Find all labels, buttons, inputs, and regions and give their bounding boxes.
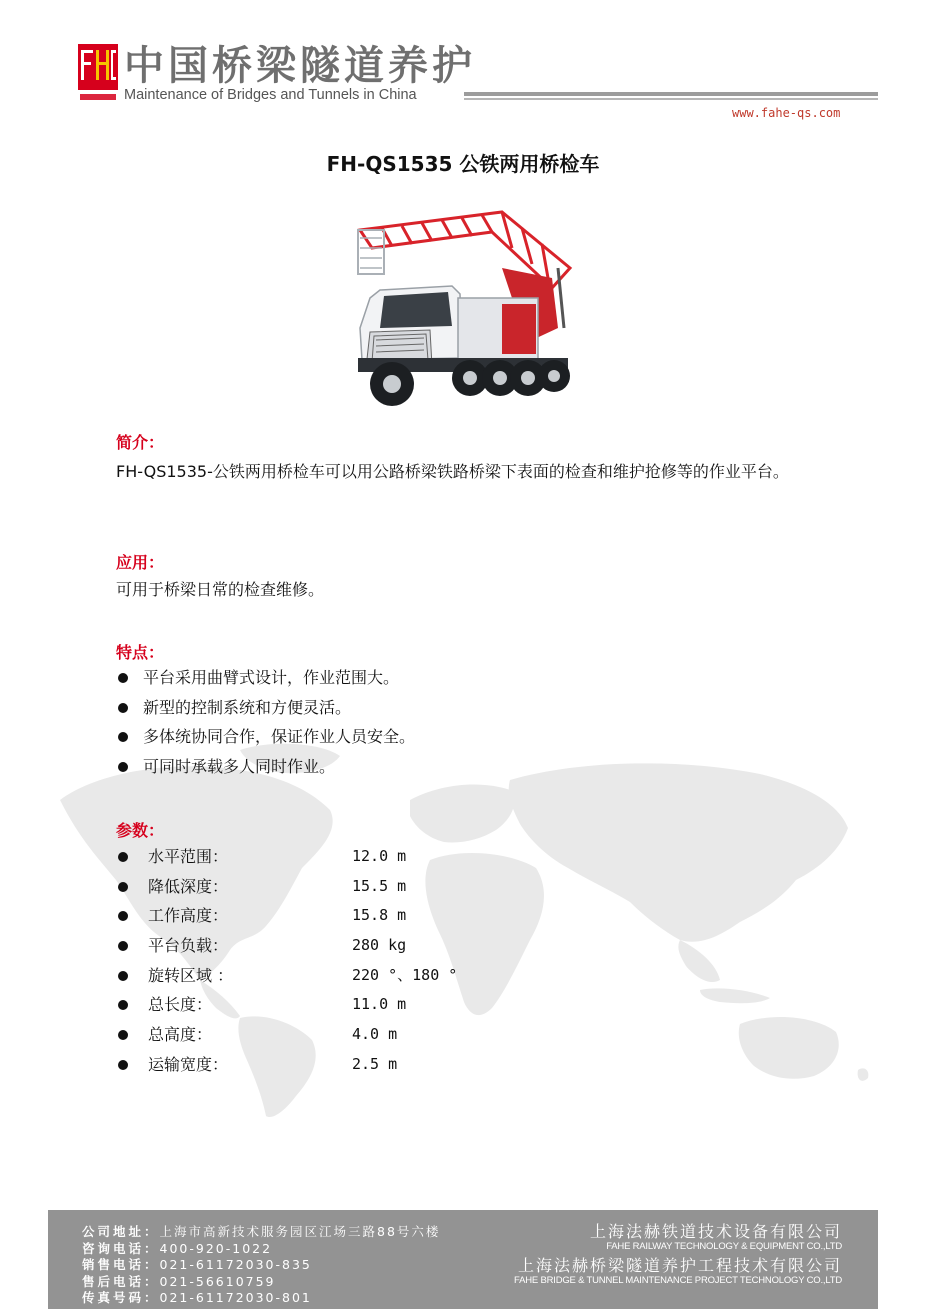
parameter-label: 总高度： [148, 1025, 213, 1045]
bullet-dot [118, 971, 128, 981]
intro-heading: 简介： [116, 433, 165, 452]
parameter-label: 平台负载： [148, 936, 229, 956]
parameter-label: 水平范围： [148, 847, 229, 866]
parameter-value: 15.8 m [352, 906, 407, 925]
parameters-heading: 参数： [116, 821, 165, 840]
contact-row: 咨询电话：400-920-1022 [82, 1240, 273, 1256]
parameter-value: 4.0 m [352, 1025, 398, 1044]
intro-text: FH-QS1535-公铁两用桥检车可以用公路桥梁铁路桥梁下表面的检查和维护抢修等的作业平台。 [116, 462, 789, 481]
website-link[interactable]: www.fahe-qs.com [732, 106, 841, 120]
brand-name-en: Maintenance of Bridges and Tunnels in China [124, 87, 417, 103]
footer-company-bridge: 上海法赫桥梁隧道养护工程技术有限公司 FAHE BRIDGE & TUNNEL MAINTENANCE PROJECT TECHNOLOGY CO.,LTD [514, 1256, 842, 1286]
parameter-label: 旋转区域 ： [148, 965, 234, 985]
document-title: FH-QS1535 公铁两用桥检车 [326, 152, 600, 176]
footer-contacts [82, 1224, 440, 1307]
features-heading: 特点： [116, 643, 165, 662]
bullet-dot [118, 1060, 128, 1070]
parameter-label: 运输宽度： [148, 1054, 229, 1074]
parameter-label: 总长度： [148, 995, 213, 1015]
fahe-logo [78, 44, 118, 102]
bullet-dot [118, 673, 128, 683]
parameter-label: 工作高度： [148, 906, 229, 926]
application-text: 可用于桥梁日常的检查维修。 [116, 580, 325, 599]
contact-row: 售后电话：021-56610759 [82, 1273, 276, 1289]
application-heading: 应用： [116, 553, 165, 572]
parameter-value: 15.5 m [352, 876, 407, 895]
parameter-value: 280 kg [352, 936, 407, 955]
contact-row: 销售电话：021-61172030-835 [82, 1257, 312, 1272]
footer [48, 1210, 878, 1309]
contact-row: 公司地址：上海市高新技术服务园区江场三路88号六楼 [82, 1224, 441, 1239]
bridge-inspection-truck-image [352, 208, 574, 414]
parameter-value: 2.5 m [352, 1054, 398, 1073]
bullet-dot [118, 703, 128, 713]
brand-name-cn: 中国桥梁隧道养护 [124, 43, 476, 89]
header-rule [464, 92, 878, 96]
parameter-value: 12.0 m [352, 847, 407, 865]
parameter-label: 降低深度： [148, 876, 229, 896]
header-rule-thin [464, 98, 878, 100]
bullet-dot [118, 852, 128, 862]
contact-row: 传真号码：021-61172030-801 [82, 1290, 312, 1305]
footer-company-railway: 上海法赫铁道技术设备有限公司 FAHE RAILWAY TECHNOLOGY & EQUIPMENT CO.,LTD [589, 1222, 842, 1252]
parameter-value: 11.0 m [352, 995, 407, 1014]
parameter-value: 220 °、180 ° [352, 965, 458, 984]
bullet-dot [118, 762, 128, 772]
bullet-dot [118, 882, 128, 892]
bullet-dot [118, 941, 128, 951]
